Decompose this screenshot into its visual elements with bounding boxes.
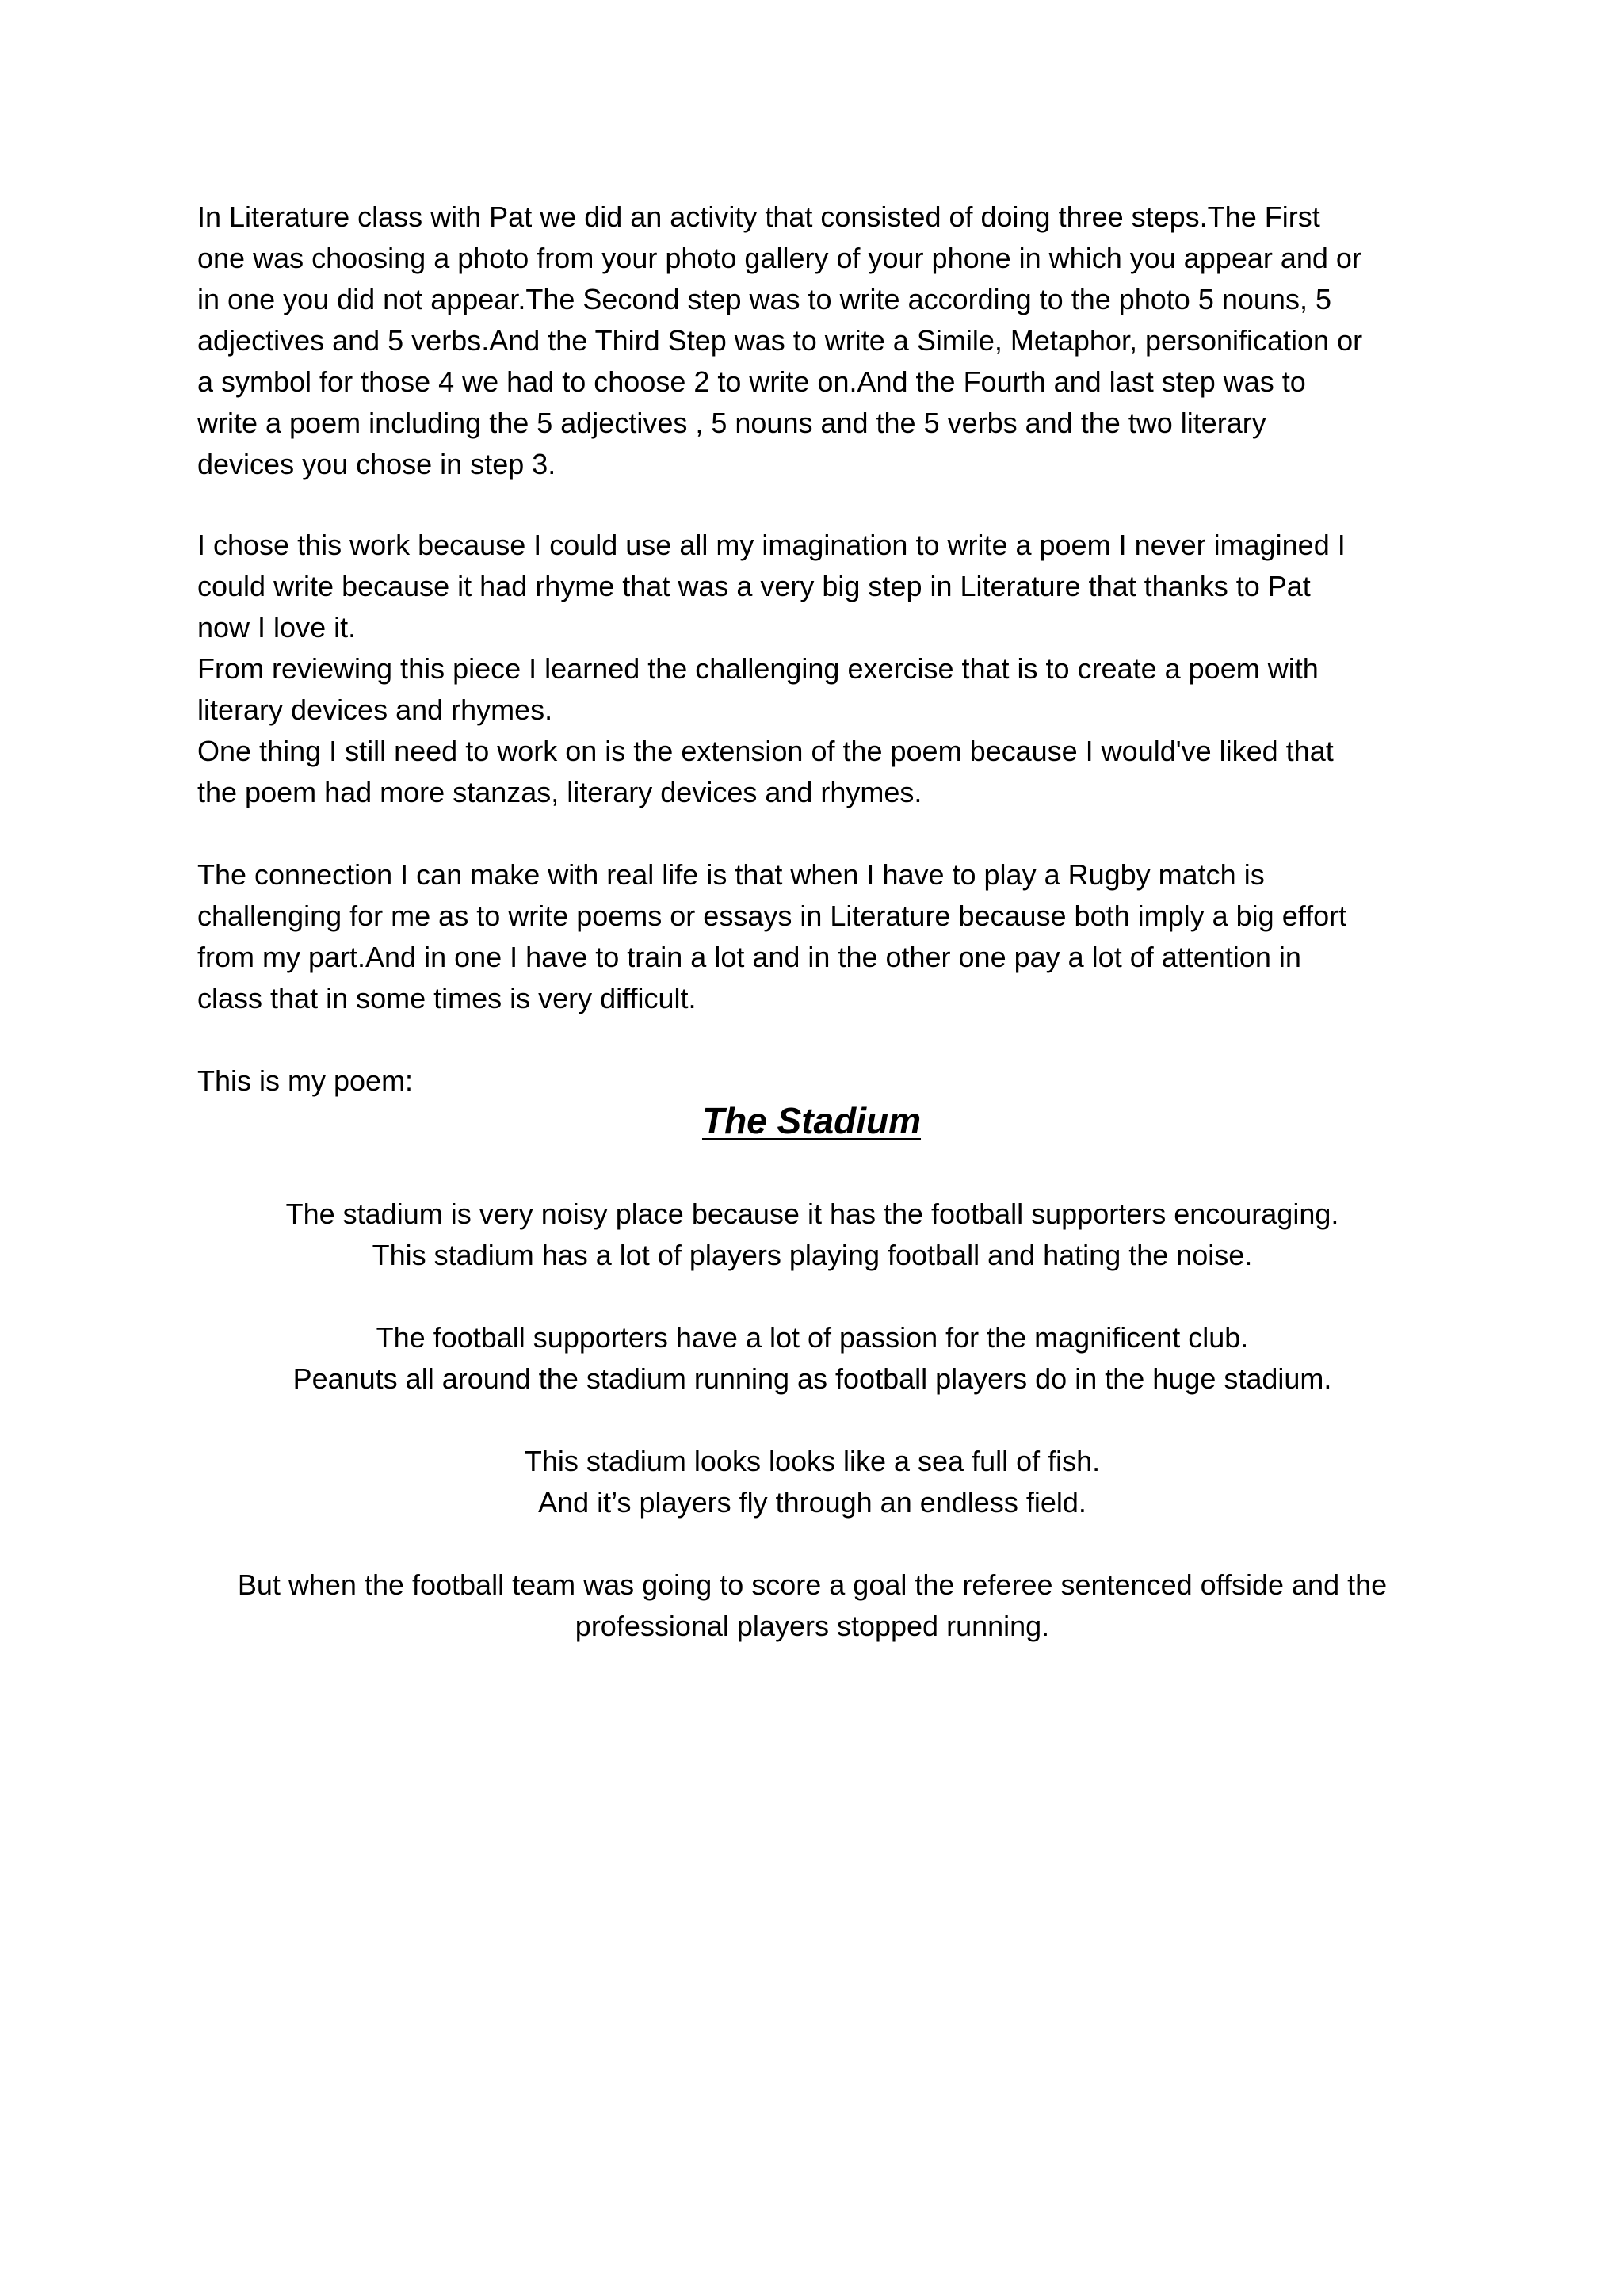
poem-line: professional players stopped running. [575, 1610, 1050, 1642]
text-line: in one you did not appear.The Second step was to write according to the photo 5 nouns, 5 [197, 283, 1331, 315]
poem-stanza-2 [127, 1317, 1498, 1400]
poem-line: The football supporters have a lot of passion for the magnificent club. [376, 1321, 1249, 1354]
poem-line: Peanuts all around the stadium running as football players do in the huge stadium. [292, 1362, 1332, 1395]
poem-intro: This is my poem: [197, 1064, 414, 1097]
text-line: literary devices and rhymes. [197, 693, 553, 726]
text-line: class that in some times is very difficult. [197, 982, 697, 1014]
text-line: From reviewing this piece I learned the challenging exercise that is to create a poem with [197, 652, 1319, 685]
text-line: In Literature class with Pat we did an activity that consisted of doing three steps.The First [197, 201, 1320, 233]
paragraph-activity-description [197, 197, 1434, 485]
poem-line: This stadium looks looks like a sea full of fish. [524, 1445, 1101, 1477]
poem-stanza-3 [127, 1441, 1498, 1523]
text-line: the poem had more stanzas, literary devices and rhymes. [197, 776, 922, 808]
text-line: The connection I can make with real life is that when I have to play a Rugby match is [197, 858, 1265, 891]
text-line: challenging for me as to write poems or essays in Literature because both imply a big effort [197, 900, 1347, 932]
poem-title: The Stadium [701, 1100, 922, 1141]
text-line: a symbol for those 4 we had to choose 2 to write on.And the Fourth and last step was to [197, 365, 1306, 398]
text-line: could write because it had rhyme that was a very big step in Literature that thanks to Pat [197, 570, 1311, 602]
text-line: write a poem including the 5 adjectives , 5 nouns and the 5 verbs and the two literary [197, 407, 1266, 439]
text-line: I chose this work because I could use all my imagination to write a poem I never imagined I [197, 529, 1346, 561]
text-line: from my part.And in one I have to train a lot and in the other one pay a lot of attention in [197, 941, 1301, 973]
poem-line: This stadium has a lot of players playing football and hating the noise. [372, 1239, 1253, 1271]
text-line: now I love it. [197, 611, 357, 644]
text-line: one was choosing a photo from your photo gallery of your phone in which you appear and or [197, 242, 1361, 274]
paragraph-reflection [197, 525, 1434, 813]
poem-stanza-1 [127, 1194, 1498, 1276]
text-line: adjectives and 5 verbs.And the Third Step was to write a Simile, Metaphor, personification or [197, 324, 1363, 357]
text-line: One thing I still need to work on is the extension of the poem because I would've liked that [197, 735, 1334, 767]
text-line: devices you chose in step 3. [197, 448, 556, 480]
poem-line: But when the football team was going to score a goal the referee sentenced offside and the [237, 1568, 1388, 1601]
paragraph-real-life-connection [197, 854, 1434, 1019]
poem-line: The stadium is very noisy place because it has the football supporters encouraging. [285, 1198, 1339, 1230]
poem-stanza-4 [127, 1564, 1498, 1647]
poem-line: And it’s players fly through an endless field. [538, 1486, 1086, 1519]
